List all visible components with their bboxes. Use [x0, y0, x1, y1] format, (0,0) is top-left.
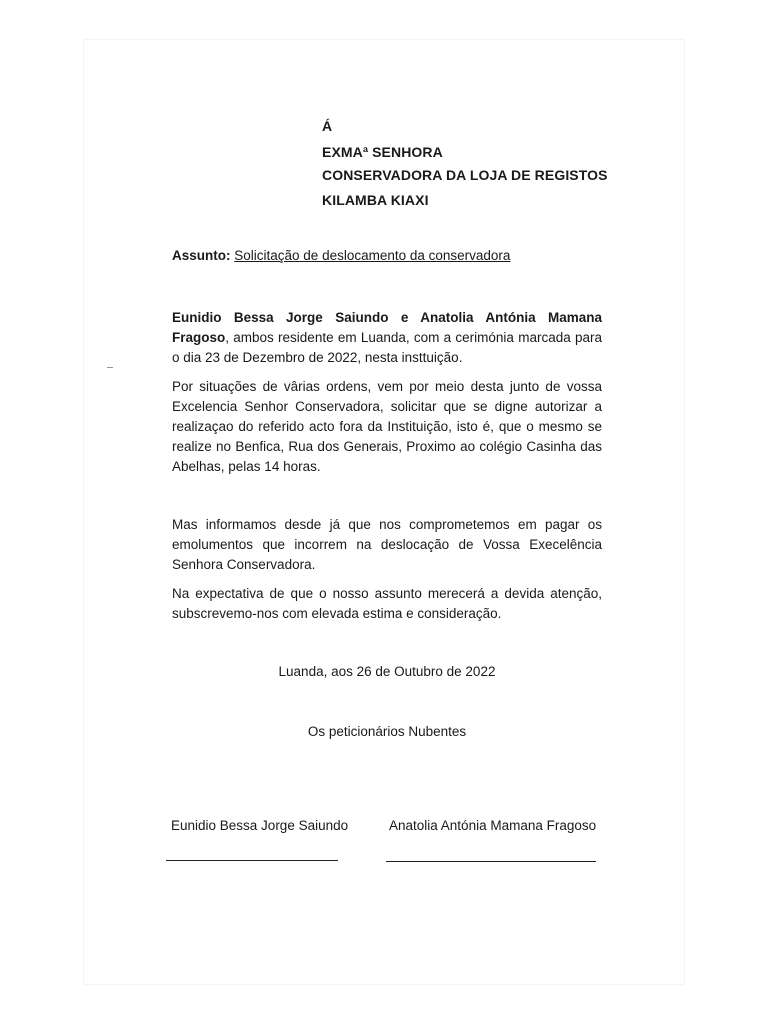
address-line-4: KILAMBA KIAXI — [322, 192, 429, 208]
address-line-2: EXMAª SENHORA — [322, 144, 443, 160]
paragraph-1-text: , ambos residente em Luanda, com a cerimónia marcada para o dia 23 de Dezembro de 2022, nesta insttuição. — [172, 330, 602, 365]
paper-mark — [107, 367, 113, 368]
paragraph-2: Por situações de vârias ordens, vem por meio desta junto de vossa Excelencia Senhor Conservadora, solicitar que se digne autorizar a realizaçao do referido acto fora da Instituição, isto é, que o mesmo se realize no Benfica, Rua dos Generais, Proximo ao colégio Casinha das Abelhas, pelas 14 horas. — [172, 379, 602, 474]
subject-label: Assunto: — [172, 248, 231, 263]
closing-text: Os peticionários Nubentes — [307, 724, 467, 739]
address-line-1: Á — [322, 118, 333, 134]
subject-line — [172, 248, 510, 263]
signature-line-1 — [166, 860, 338, 861]
signature-line-2 — [386, 861, 596, 862]
paragraph-3: Mas informamos desde já que nos comprometemos em pagar os emolumentos que incorrem na deslocação de Vossa Execelência Senhora Conservadora. — [172, 517, 602, 572]
subject-text: Solicitação de deslocamento da conservadora — [234, 248, 511, 263]
place-date: Luanda, aos 26 de Outubro de 2022 — [278, 664, 496, 679]
petitioner-names: Eunidio Bessa Jorge Saiundo e Anatolia Antónia Mamana Fragoso — [172, 310, 602, 345]
signatory-2-name: Anatolia Antónia Mamana Fragoso — [389, 818, 597, 833]
paragraph-4: Na expectativa de que o nosso assunto merecerá a devida atenção, subscrevemo-nos com elevada estima e consideração. — [172, 586, 602, 621]
address-line-3: CONSERVADORA DA LOJA DE REGISTOS — [322, 167, 608, 183]
signatory-1-name: Eunidio Bessa Jorge Saiundo — [171, 818, 349, 833]
paragraph-1 — [172, 308, 602, 368]
